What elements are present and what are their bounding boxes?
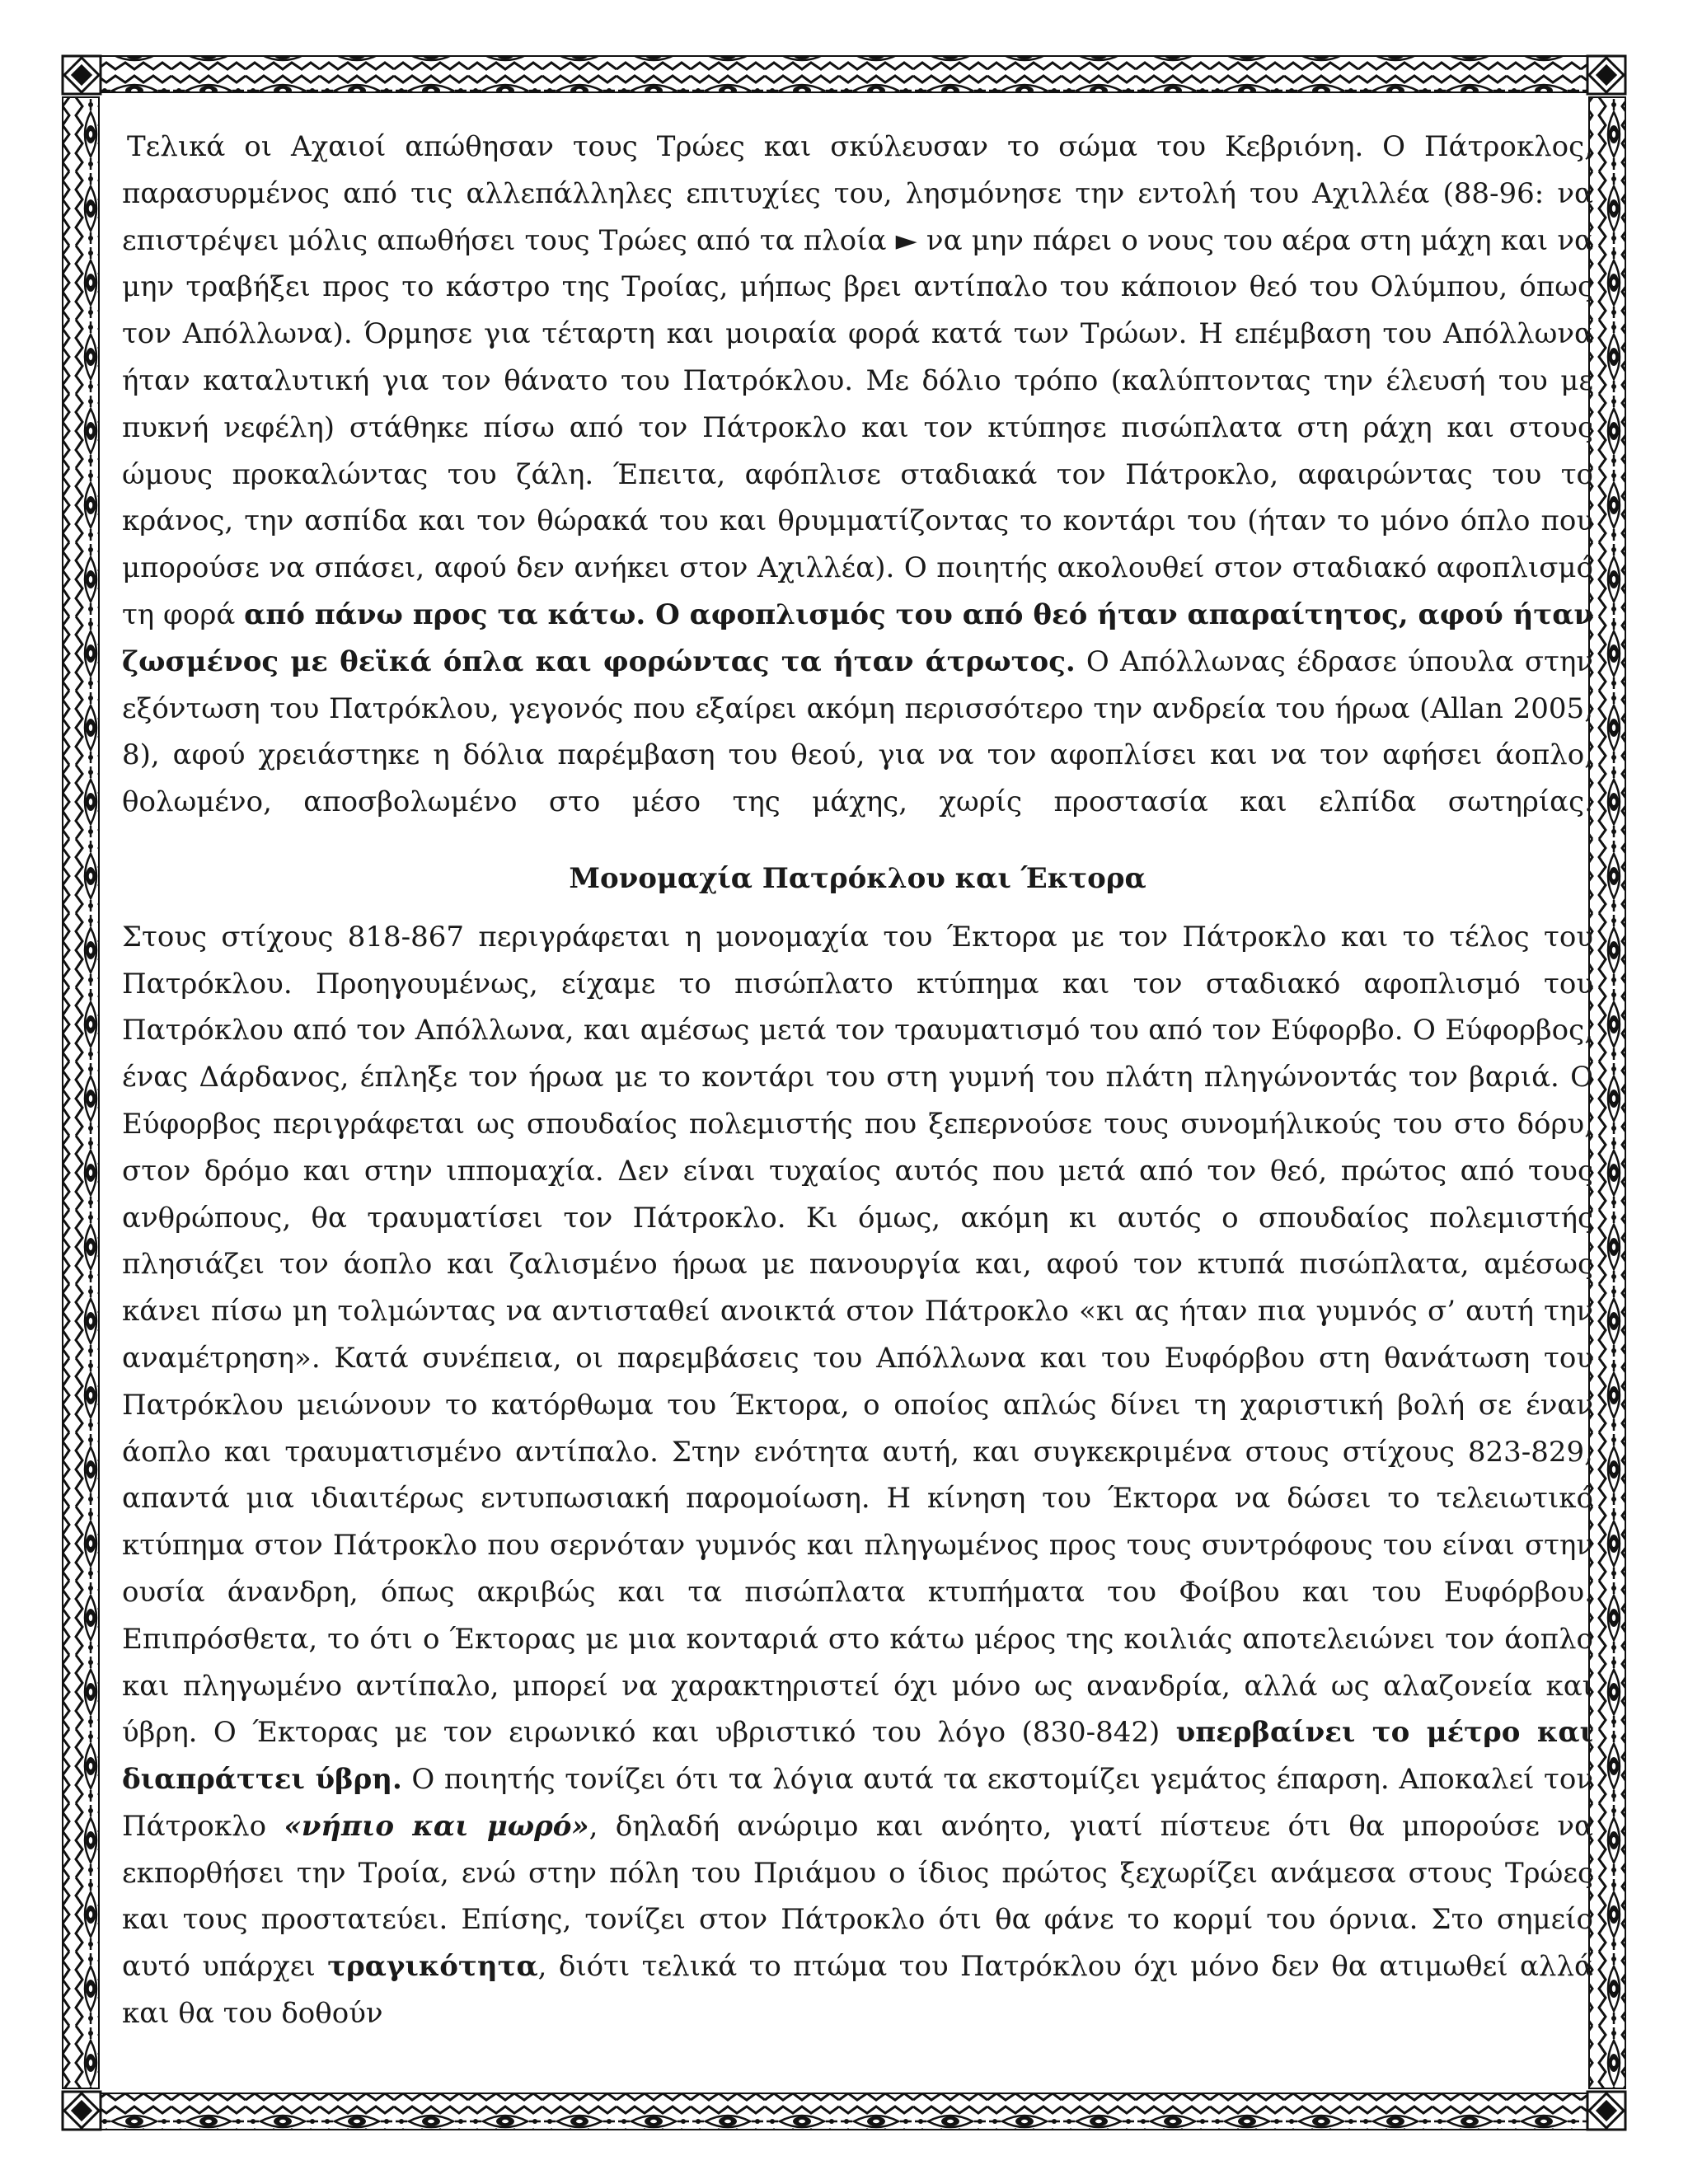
paragraph-2-bold-italic-quote xyxy=(284,1810,588,1843)
paragraph-1 xyxy=(122,124,1593,826)
paragraph-1-text-a: Τελικά οι Αχαιοί απώθησαν τους Τρώες και σκύλευσαν το σώμα του Κεβριόνη. Ο Πάτροκλος, παρασυρμένος από τις αλλεπάλληλες επιτυχίες του, λησμόνησε την εντολή του Αχιλλέα (88-96: να επιστρέψει μόλις απωθήσει τους Τρώες από τα πλοία ► να μην πάρει ο νους του αέρα στη μάχη και να μην τραβήξει προς το κάστρο της Τροίας, μήπως βρει αντίπαλο του κάποιον θεό του Ολύμπου, όπως τον Απόλλωνα). Όρμησε για τέταρτη και μοιραία φορά κατά των Τρώων. Η επέμβαση του Απόλλωνα ήταν καταλυτική για τον θάνατο του Πατρόκλου. Με δόλιο τρόπο (καλύπτοντας την έλευσή του με πυκνή νεφέλη) στάθηκε πίσω από τον Πάτροκλο και τον κτύπησε πισώπλατα στη ράχη και στους ώμους προκαλώντας του ζάλη. Έπειτα, αφόπλισε σταδιακά τον Πάτροκλο, αφαιρώντας του το κράνος, την ασπίδα και τον θώρακά του και θρυμματίζοντας το κοντάρι του (ήταν το μόνο όπλο που μπορούσε να σπάσει, αφού δεν ανήκει στον Αχιλλέα). Ο ποιητής ακολουθεί στον σταδιακό αφοπλισμό τη φορά xyxy=(122,130,1593,631)
corner-ornament-top-right xyxy=(1587,56,1625,94)
paragraph-2-bold-emphasis-1: υπερβαίνει το μέτρο και διαπράττει ύβρη. xyxy=(122,1716,1593,1797)
paragraph-2-text-d: , διότι τελικά το πτώμα του Πατρόκλου όχι μόνο δεν θα ατιμωθεί αλλά και θα του δοθούν xyxy=(122,1950,1593,2031)
paragraph-2-bold-emphasis-2: τραγικότητα xyxy=(327,1950,538,1984)
corner-ornament-top-left xyxy=(63,56,101,94)
paragraph-2 xyxy=(122,914,1593,2037)
section-heading: Μονομαχία Πατρόκλου και Έκτορα xyxy=(569,861,1146,895)
paragraph-2-text-a: Στους στίχους 818-867 περιγράφεται η μονομαχία του Έκτορα με τον Πάτροκλο και το τέλος του Πατρόκλου. Προηγουμένως, είχαμε το πισώπλατο κτύπημα και τον σταδιακό αφοπλισμό του Πατρόκλου από τον Απόλλωνα, και αμέσως μετά τον τραυματισμό του από τον Εύφορβο. Ο Εύφορβος, ένας Δάρδανος, έπληξε τον ήρωα με το κοντάρι του στη γυμνή του πλάτη πληγώνοντάς τον βαριά. Ο Εύφορβος περιγράφεται ως σπουδαίος πολεμιστής που ξεπερνούσε τους συνομήλικούς του στο δόρυ, στον δρόμο και στην ιππομαχία. Δεν είναι τυχαίος αυτός που μετά από τον θεό, πρώτος από τους ανθρώπους, θα τραυματίσει τον Πάτροκλο. Κι όμως, ακόμη κι αυτός ο σπουδαίος πολεμιστής πλησιάζει τον άοπλο και ζαλισμένο ήρωα με πανουργία και, αφού τον κτυπά πισώπλατα, αμέσως κάνει πίσω μη τολμώντας να αντισταθεί ανοικτά στον Πάτροκλο «κι ας ήταν πια γυμνός σ’ αυτή την αναμέτρηση». Κατά συνέπεια, οι παρεμβάσεις του Απόλλωνα και του Ευφόρβου στη θανάτωση του Πατρόκλου μειώνουν το κατόρθωμα του Έκτορα, ο οποίος απλώς δίνει τη χαριστική βολή σε έναν άοπλο και τραυματισμένο αντίπαλο. Στην ενότητα αυτή, και συγκεκριμένα στους στίχους 823-829, απαντά μια ιδιαιτέρως εντυπωσιακή παρομοίωση. Η κίνηση του Έκτορα να δώσει το τελειωτικό κτύπημα στον Πάτροκλο που σερνόταν γυμνός και πληγωμένος προς τους συντρόφους του είναι στην ουσία άνανδρη, όπως ακριβώς και τα πισώπλατα κτυπήματα του Φοίβου και του Ευφόρβου. Επιπρόσθετα, το ότι ο Έκτορας με μια κονταριά στο κάτω μέρος της κοιλιάς αποτελειώνει τον άοπλο και πληγωμένο αντίπαλο, μπορεί να χαρακτηριστεί όχι μόνο ως ανανδρία, αλλά ως αλαζονεία και ύβρη. Ο Έκτορας με τον ειρωνικό και υβριστικό του λόγο (830-842) xyxy=(122,920,1593,1750)
paragraph-2-text-b: Ο ποιητής τονίζει ότι τα λόγια αυτά τα εκστομίζει γεμάτος έπαρση. Αποκαλεί τον Πάτροκλο xyxy=(122,1763,1593,1843)
corner-ornament-bottom-left xyxy=(63,2092,101,2130)
paragraph-1-bold-emphasis: από πάνω προς τα κάτω. Ο αφοπλισμός του από θεό ήταν απαραίτητος, αφού ήταν ζωσμένος με θεϊκά όπλα και φορώντας τα ήταν άτρωτος. xyxy=(122,598,1594,678)
corner-ornament-bottom-right xyxy=(1587,2092,1625,2130)
paragraph-1-text-b: Ο Απόλλωνας έδρασε ύπουλα στην εξόντωση του Πατρόκλου, γεγονός που εξαίρει ακόμη περισσότερο την ανδρεία του ήρωα (Allan 2005, 8), αφού χρειάστηκε η δόλια παρέμβαση του θεού, για να τον αφοπλίσει και να τον αφήσει άοπλο, θολωμένο, αποσβολωμένο στο μέσο της μάχης, χωρίς προστασία και ελπίδα σωτηρίας. xyxy=(122,644,1593,819)
paragraph-2-quote-text: «νήπιο και μωρό» xyxy=(284,1809,589,1843)
document-body xyxy=(122,124,1593,2037)
paragraph-2-text-c: , δηλαδή ανώριμο και ανόητο, γιατί πίστευε ότι θα μπορούσε να εκπορθήσει την Τροία, ενώ στην πόλη του Πριάμου ο ίδιος πρώτος ξεχωρίζει ανάμεσα στους Τρώες και τους προστατεύει. Επίσης, τονίζει στον Πάτροκλο ότι θα φάνε το κορμί του όρνια. Στο σημείο αυτό υπάρχει xyxy=(122,1809,1593,1984)
